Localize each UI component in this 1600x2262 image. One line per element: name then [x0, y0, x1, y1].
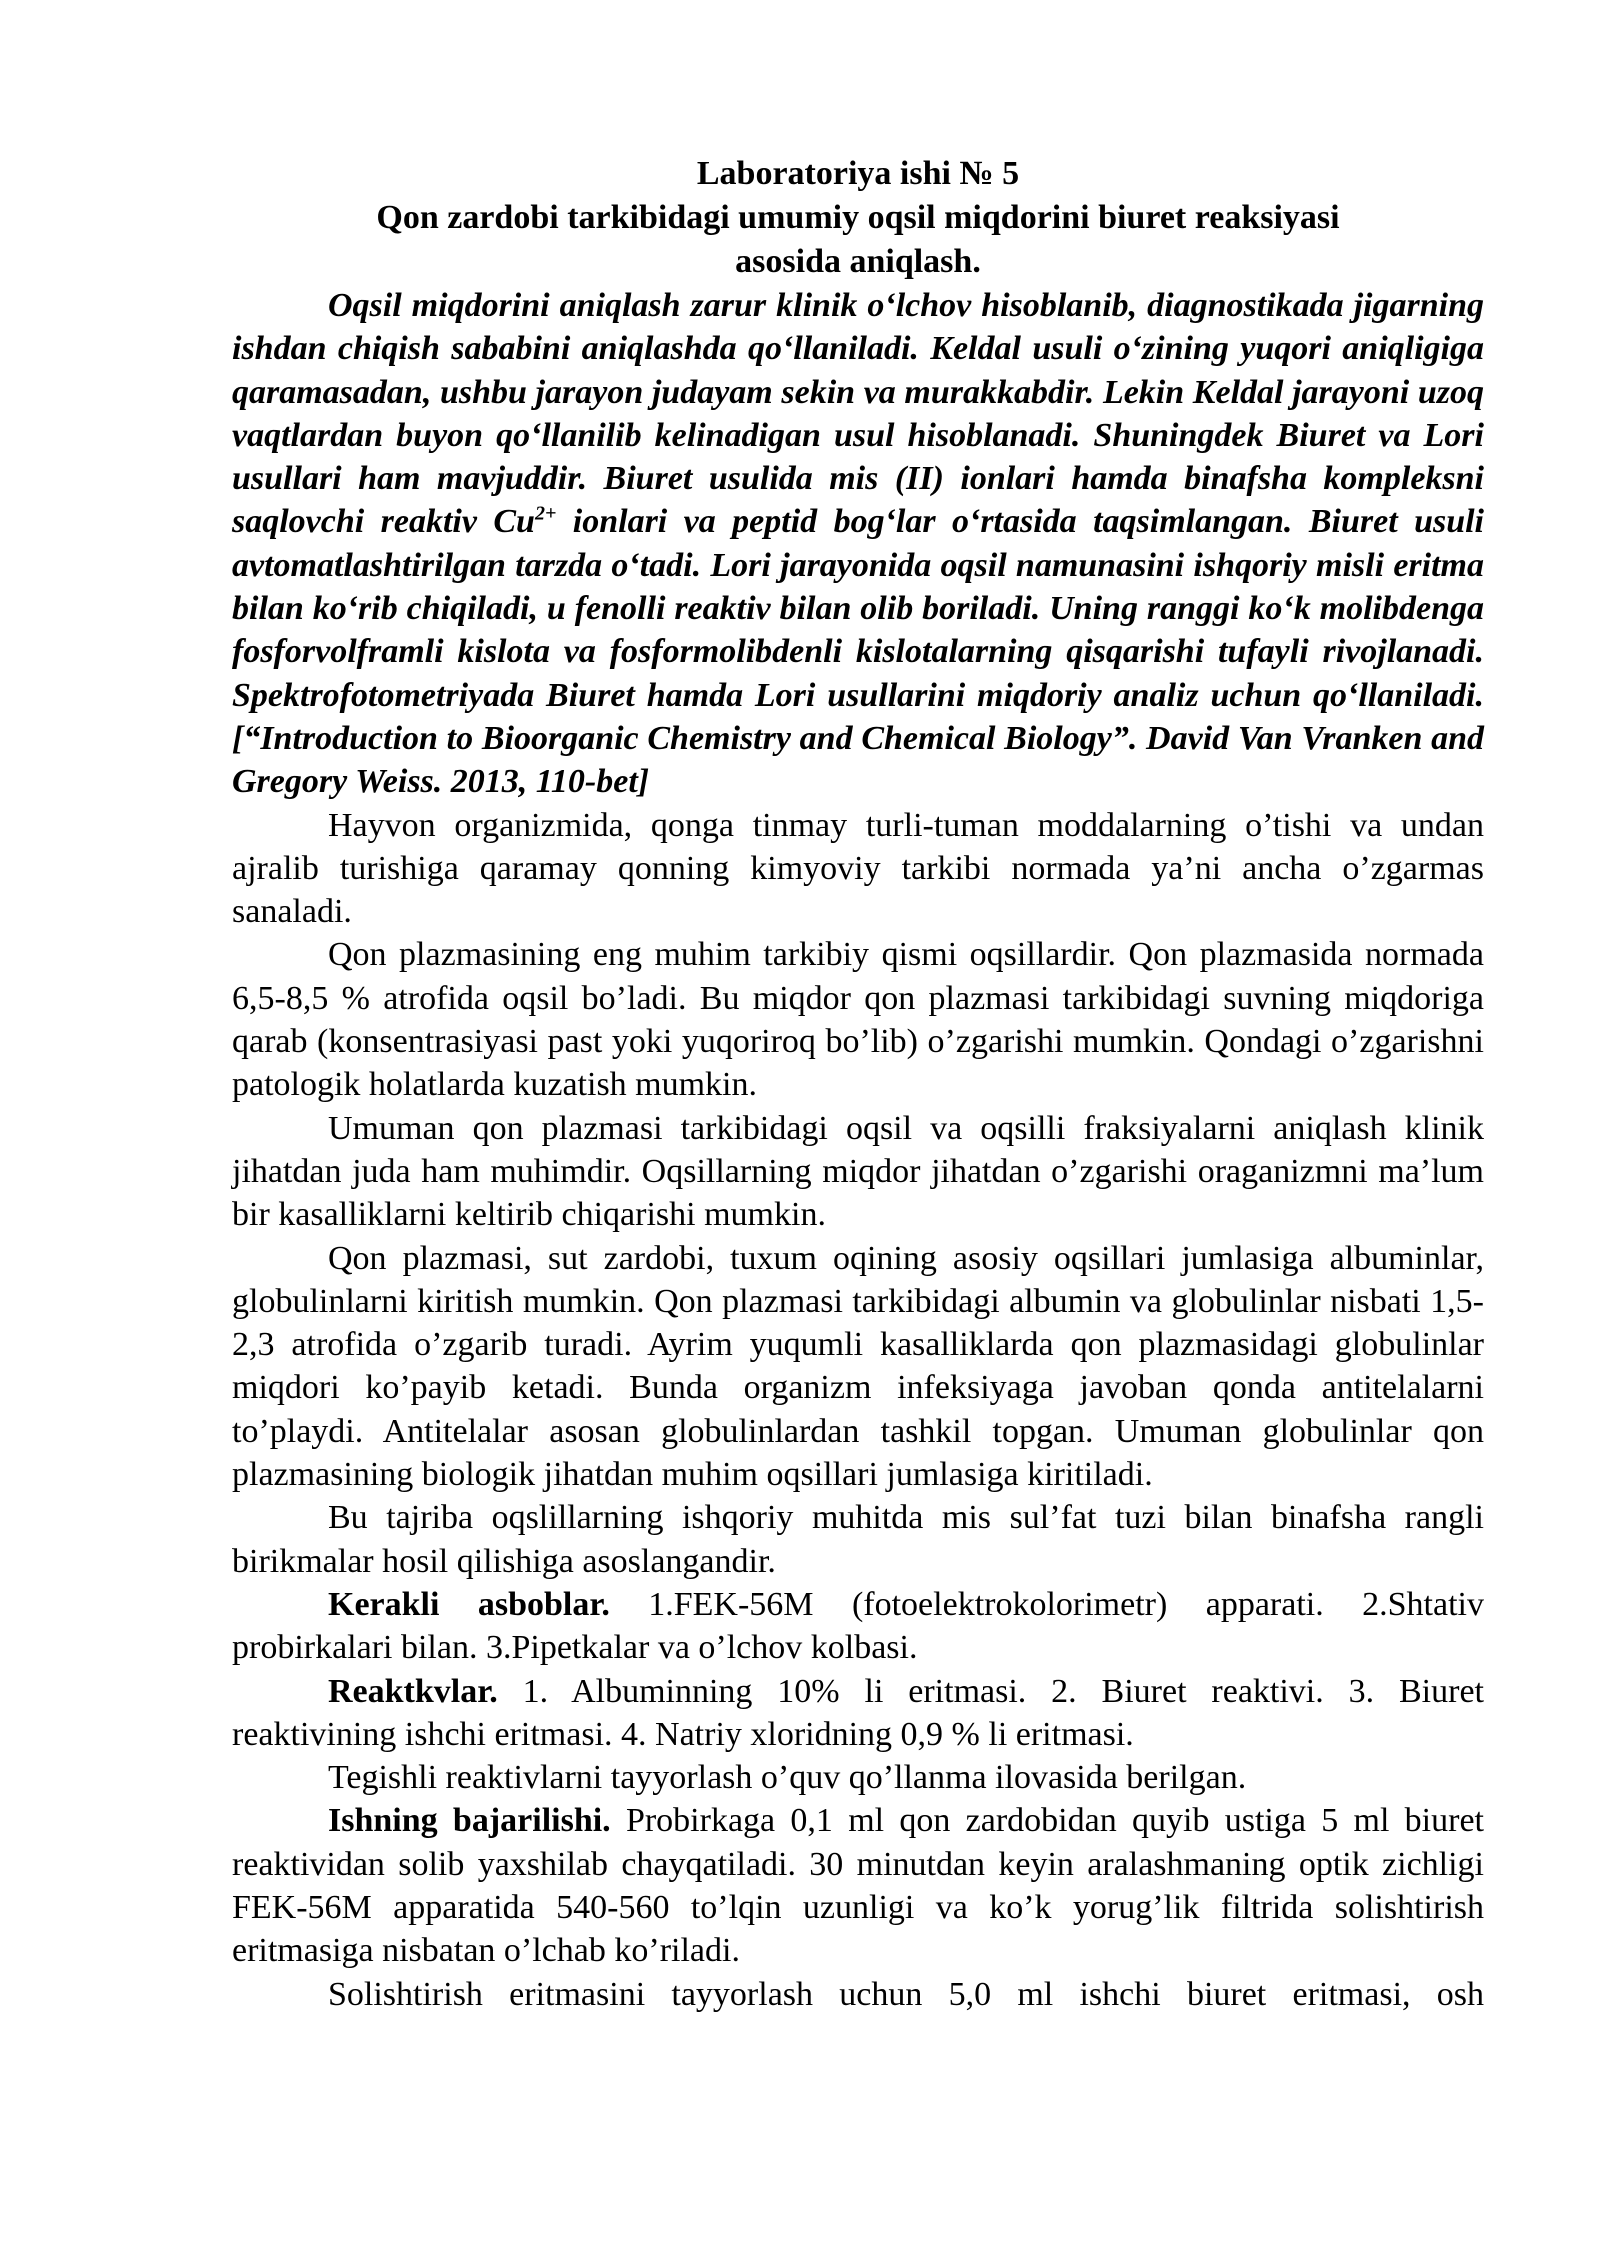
cu-charge-superscript: 2+ [534, 503, 557, 526]
paragraph-equipment [232, 1583, 1484, 1670]
topic-title-line2: asosida aniqlash. [735, 243, 981, 280]
topic-title-line1: Qon zardobi tarkibidagi umumiy oqsil miqdorini biuret reaksiyasi [376, 199, 1340, 236]
paragraph-experiment-basis: Bu tajriba oqslillarning ishqoriy muhitda mis sul’fat tuzi bilan binafsha rangli birikmalar hosil qilishiga asoslangandir. [232, 1499, 1484, 1580]
equipment-text: 1.FEK-56M (fotoelektrokolorimetr) apparati. 2.Shtativ probirkalari bilan. 3.Pipetkalar va o’lchov kolbasi. [232, 1585, 1484, 1667]
intro-paragraph [232, 284, 1484, 804]
equipment-label: Kerakli asboblar. [328, 1585, 610, 1623]
paragraph-procedure [232, 1799, 1484, 1972]
paragraph-reagents [232, 1670, 1484, 1757]
paragraph-comparison-solution: Solishtirish eritmasini tayyorlash uchun 5,0 ml ishchi biuret eritmasi, osh [328, 1975, 1484, 2013]
lab-title: Laboratoriya ishi № 5 [696, 155, 1020, 192]
paragraph-reagent-preparation: Tegishli reaktivlarni tayyorlash o’quv qo’llanma ilovasida berilgan. [328, 1759, 1247, 1797]
intro-text-part2: ionlari va peptid bog‘lar o‘rtasida taqsimlangan. Biuret usuli avtomatlashtirilgan tarzda o‘tadi. Lori jarayonida oqsil namunasini ishqoriy misli eritma bilan ko‘rib chiqiladi, u fenolli reaktiv bilan olib boriladi. Uning ranggi ko‘k molibdenga fosforvolframli kislota va fosformolibdenli kislotalarning qisqarishi tufayli rivojlanadi. Spektrofotometriyada Biuret hamda Lori usullarini miqdoriy analiz uchun qo‘llaniladi. [“Introduction to Bioorganic Chemistry and Chemical Biology”. David Van Vranken and Gregory Weiss. 2013, 110-bet] [232, 503, 1485, 801]
paragraph-clinical-importance: Umuman qon plazmasi tarkibidagi oqsil va oqsilli fraksiyalarni aniqlash klinik jihatdan juda ham muhimdir. Oqsillarning miqdor jihatdan o’zgarishi oraganizmni ma’lum bir kasalliklarni keltirib chiqarishi mumkin. [232, 1109, 1484, 1234]
intro-text-part1: Oqsil miqdorini aniqlash zarur klinik o‘lchov hisoblanib, diagnostikada jigarning ishdan chiqish sababini aniqlashda qo‘llaniladi. Keldal usuli o‘zining yuqori aniqligiga qaramasadan, ushbu jarayon judayam sekin va murakkabdir. Lekin Keldal jarayoni uzoq vaqtlardan buyon qo‘llanilib kelinadigan usul hisoblanadi. Shuningdek Biuret va Lori usullari ham mavjuddir. Biuret usulida mis (II) ionlari hamda binafsha kompleksni saqlovchi reaktiv Cu [232, 287, 1484, 541]
paragraph-plasma-proteins: Qon plazmasining eng muhim tarkibiy qismi oqsillardir. Qon plazmasida normada 6,5-8,5 % atrofida oqsil bo’ladi. Bu miqdor qon plazmasi tarkibidagi suvning miqdoriga qarab (konsentrasiyasi past yoki yuqoriroq bo’lib) o’zgarishi mumkin. Qondagi o’zgarishni patologik holatlarda kuzatish mumkin. [232, 936, 1484, 1104]
procedure-text: Probirkaga 0,1 ml qon zardobidan quyib ustiga 5 ml biuret reaktividan solib yaxshilab chayqatiladi. 30 minutdan keyin aralashmaning optik zichligi FEK-56M apparatida 540-560 to’lqin uzunligi va ko’k yorug’lik filtrida solishtirish eritmasiga nisbatan o’lchab ko’riladi. [232, 1802, 1484, 1970]
paragraph-albumins-globulins: Qon plazmasi, sut zardobi, tuxum oqining asosiy oqsillari jumlasiga albuminlar, globulinlarni kiritish mumkin. Qon plazmasi tarkibidagi albumin va globulinlar nisbati 1,5-2,3 atrofida o’zgarib turadi. Ayrim yuqumli kasalliklarda qon plazmasidagi globulinlar miqdori ko’payib ketadi. Bunda organizm infeksiyaga javoban qonda antitelalarni to’playdi. Antitelalar asosan globulinlardan tashkil topgan. Umuman globulinlar qon plazmasining biologik jihatdan muhim oqsillari jumlasiga kiritiladi. [232, 1239, 1484, 1494]
procedure-label: Ishning bajarilishi. [328, 1802, 611, 1840]
reagents-text: 1. Albuminning 10% li eritmasi. 2. Biuret reaktivi. 3. Biuret reaktivining ishchi eritmasi. 4. Natriy xloridning 0,9 % li eritmasi. [232, 1672, 1484, 1753]
paragraph-organism: Hayvon organizmida, qonga tinmay turli-tuman moddalarning o’tishi va undan ajralib turishiga qaramay qonning kimyoviy tarkibi normada ya’ni ancha o’zgarmas sanaladi. [232, 806, 1484, 931]
reagents-label: Reaktkvlar. [328, 1672, 498, 1710]
document-page [232, 152, 1484, 2016]
